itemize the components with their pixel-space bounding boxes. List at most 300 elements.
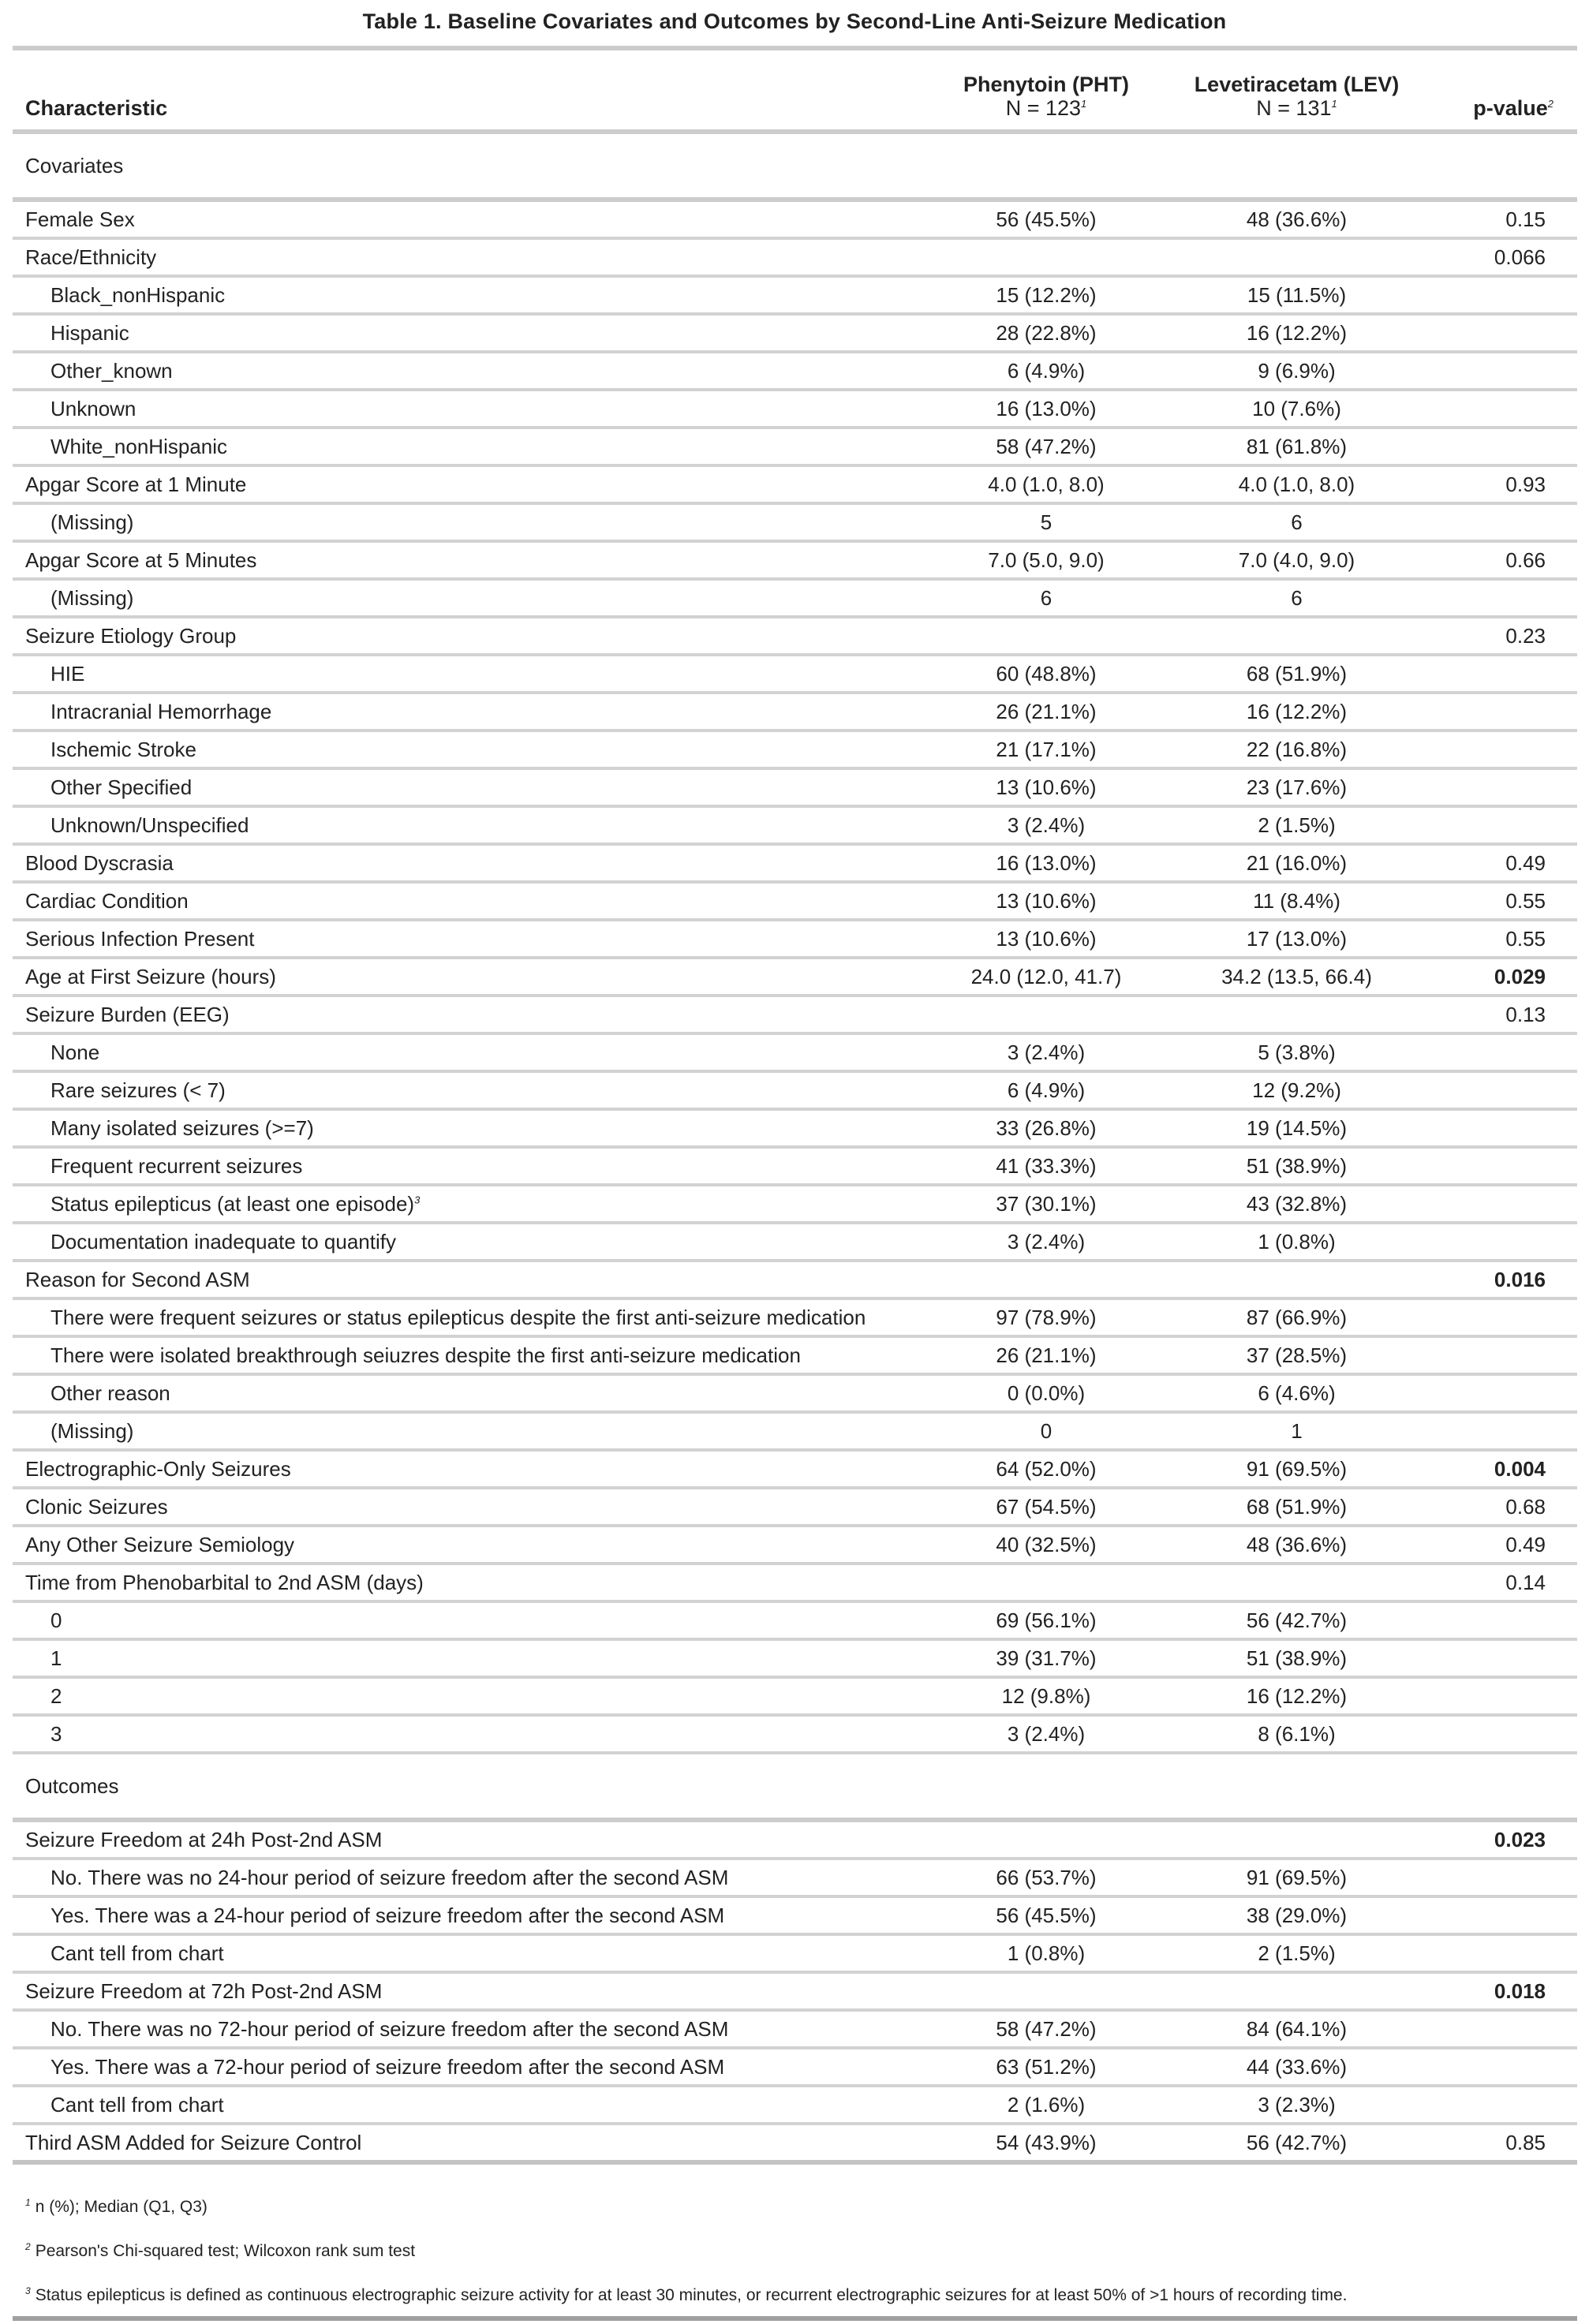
column-header-characteristic-label: Characteristic: [25, 96, 168, 120]
p-value: [1429, 806, 1577, 844]
row-label-text: Ischemic Stroke: [50, 738, 196, 761]
p-value: [1429, 1071, 1577, 1109]
bottom-rule: [13, 2316, 1577, 2321]
lev-value: 11 (8.4%): [1165, 882, 1429, 920]
table-row: [13, 2086, 1577, 2124]
pht-value: 39 (31.7%): [928, 1639, 1165, 1677]
pht-value: 7.0 (5.0, 9.0): [928, 541, 1165, 579]
table-row: [13, 693, 1577, 730]
pht-value: 66 (53.7%): [928, 1859, 1165, 1896]
lev-value: 48 (36.6%): [1165, 1526, 1429, 1564]
p-value: 0.023: [1429, 1820, 1577, 1859]
pht-name: Phenytoin (PHT): [963, 73, 1129, 96]
row-label-text: Cant tell from chart: [50, 1941, 224, 1965]
table-row: [13, 806, 1577, 844]
table-row: [13, 465, 1577, 503]
row-label-text: Seizure Etiology Group: [25, 624, 237, 648]
footnote-text: Status epilepticus is defined as continuous electrographic seizure activity for at least 30 minutes, or recurrent electrographic seizures for at least 50% of >1 hours of recording time.: [35, 2286, 1348, 2304]
p-value: [1429, 1715, 1577, 1753]
pht-value: 13 (10.6%): [928, 920, 1165, 958]
table-title: Table 1. Baseline Covariates and Outcomes by Second-Line Anti-Seizure Medication: [362, 9, 1227, 33]
table-body: [13, 132, 1577, 2162]
row-label-text: Blood Dyscrasia: [25, 851, 174, 875]
table-row: [13, 503, 1577, 541]
lev-value: 10 (7.6%): [1165, 390, 1429, 428]
row-label: [13, 465, 928, 503]
row-label-text: 1: [50, 1646, 62, 1670]
footnote-mark: 1: [25, 2197, 31, 2208]
row-label: [13, 1374, 928, 1412]
lev-value: 15 (11.5%): [1165, 276, 1429, 314]
lev-value: 81 (61.8%): [1165, 428, 1429, 465]
row-label: [13, 276, 928, 314]
p-value: [1429, 1859, 1577, 1896]
table-row: [13, 1488, 1577, 1526]
row-label-text: White_nonHispanic: [50, 435, 228, 458]
row-label-text: No. There was no 24-hour period of seizure freedom after the second ASM: [50, 1866, 729, 1889]
row-label-text: Seizure Freedom at 24h Post-2nd ASM: [25, 1828, 383, 1851]
p-value: [1429, 579, 1577, 617]
row-label: [13, 1071, 928, 1109]
pht-value: 40 (32.5%): [928, 1526, 1165, 1564]
pht-value: [928, 1972, 1165, 2010]
lev-value: 68 (51.9%): [1165, 655, 1429, 693]
row-label: [13, 730, 928, 768]
table-row: [13, 1223, 1577, 1261]
row-label: [13, 882, 928, 920]
pht-value: 0: [928, 1412, 1165, 1450]
pht-value: [928, 238, 1165, 276]
table-row: [13, 617, 1577, 655]
row-label: [13, 1412, 928, 1450]
table-row: [13, 1715, 1577, 1753]
row-label-text: Documentation inadequate to quantify: [50, 1230, 396, 1254]
section-row: [13, 1753, 1577, 1820]
table-row: [13, 1033, 1577, 1071]
table-row: [13, 1261, 1577, 1298]
p-value: 0.85: [1429, 2124, 1577, 2162]
table-row: [13, 920, 1577, 958]
pht-value: 2 (1.6%): [928, 2086, 1165, 2124]
row-label: [13, 920, 928, 958]
lev-value: 87 (66.9%): [1165, 1298, 1429, 1336]
row-label-text: Cardiac Condition: [25, 889, 189, 913]
p-value: [1429, 1223, 1577, 1261]
lev-value: 44 (33.6%): [1165, 2048, 1429, 2086]
footnote-mark: 1: [1331, 98, 1337, 110]
pht-n-label: N = 123: [1005, 96, 1082, 120]
row-label: [13, 996, 928, 1033]
section-label: Covariates: [13, 132, 1577, 200]
pht-value: 54 (43.9%): [928, 2124, 1165, 2162]
p-value: 0.49: [1429, 1526, 1577, 1564]
pht-value: 26 (21.1%): [928, 693, 1165, 730]
row-label: [13, 2086, 928, 2124]
p-value: [1429, 1336, 1577, 1374]
table-row: [13, 1412, 1577, 1450]
p-value: 0.66: [1429, 541, 1577, 579]
table-row: [13, 1185, 1577, 1223]
row-label: [13, 1896, 928, 1934]
row-label-text: Yes. There was a 24-hour period of seizure freedom after the second ASM: [50, 1904, 725, 1927]
row-label: [13, 1298, 928, 1336]
lev-value: [1165, 238, 1429, 276]
lev-value: 1 (0.8%): [1165, 1223, 1429, 1261]
p-value: 0.029: [1429, 958, 1577, 996]
lev-value: 8 (6.1%): [1165, 1715, 1429, 1753]
row-label: [13, 1033, 928, 1071]
lev-value: 2 (1.5%): [1165, 806, 1429, 844]
p-value: 0.13: [1429, 996, 1577, 1033]
p-value: [1429, 1677, 1577, 1715]
table-row: [13, 2124, 1577, 2162]
baseline-table: [13, 46, 1577, 2165]
pht-value: 12 (9.8%): [928, 1677, 1165, 1715]
row-label-text: 2: [50, 1684, 62, 1708]
p-value: [1429, 1601, 1577, 1639]
lev-n: [1165, 96, 1429, 120]
row-label-text: 0: [50, 1608, 62, 1632]
table-row: [13, 1859, 1577, 1896]
p-value: [1429, 693, 1577, 730]
lev-value: 16 (12.2%): [1165, 1677, 1429, 1715]
table-row: [13, 541, 1577, 579]
table-row: [13, 2010, 1577, 2048]
table-row: [13, 655, 1577, 693]
pht-value: 3 (2.4%): [928, 1715, 1165, 1753]
footnote-mark: 3: [25, 2285, 31, 2296]
pht-value: 0 (0.0%): [928, 1374, 1165, 1412]
row-label-text: Yes. There was a 72-hour period of seizure freedom after the second ASM: [50, 2055, 725, 2079]
row-label: [13, 617, 928, 655]
footnote: [25, 2229, 1572, 2274]
pvalue-label: p-value: [1473, 96, 1548, 120]
row-label: [13, 2124, 928, 2162]
row-label-text: Unknown: [50, 397, 136, 420]
footnote: [25, 2274, 1572, 2318]
lev-value: 84 (64.1%): [1165, 2010, 1429, 2048]
row-label-text: Race/Ethnicity: [25, 245, 157, 269]
pht-value: [928, 1820, 1165, 1859]
pht-value: 6 (4.9%): [928, 1071, 1165, 1109]
row-label: [13, 1820, 928, 1859]
pht-value: [928, 617, 1165, 655]
pht-value: 56 (45.5%): [928, 200, 1165, 238]
p-value: 0.15: [1429, 200, 1577, 238]
table-row: [13, 1934, 1577, 1972]
row-label: [13, 844, 928, 882]
pht-value: 60 (48.8%): [928, 655, 1165, 693]
table-row: [13, 390, 1577, 428]
table-row: [13, 1298, 1577, 1336]
lev-value: 51 (38.9%): [1165, 1639, 1429, 1677]
pht-value: 26 (21.1%): [928, 1336, 1165, 1374]
pht-value: 13 (10.6%): [928, 882, 1165, 920]
p-value: [1429, 276, 1577, 314]
pht-value: 28 (22.8%): [928, 314, 1165, 352]
pht-value: 13 (10.6%): [928, 768, 1165, 806]
footnotes: [25, 2185, 1572, 2318]
row-label: [13, 503, 928, 541]
lev-value: 48 (36.6%): [1165, 200, 1429, 238]
row-label-text: Apgar Score at 5 Minutes: [25, 548, 257, 572]
table-row: [13, 1601, 1577, 1639]
row-label: [13, 238, 928, 276]
row-label-text: None: [50, 1041, 100, 1064]
p-value: 0.018: [1429, 1972, 1577, 2010]
p-value: [1429, 314, 1577, 352]
table-row: [13, 1336, 1577, 1374]
row-label-text: Age at First Seizure (hours): [25, 965, 276, 988]
row-label-text: Other reason: [50, 1381, 170, 1405]
row-label: [13, 579, 928, 617]
row-label: [13, 1677, 928, 1715]
row-label: [13, 1972, 928, 2010]
row-label-text: Hispanic: [50, 321, 129, 345]
lev-value: [1165, 1261, 1429, 1298]
lev-value: 7.0 (4.0, 9.0): [1165, 541, 1429, 579]
row-label-text: Apgar Score at 1 Minute: [25, 473, 247, 496]
row-label-text: Cant tell from chart: [50, 2093, 224, 2117]
p-value: [1429, 768, 1577, 806]
row-label: [13, 428, 928, 465]
pht-value: [928, 1564, 1165, 1601]
table-row: [13, 882, 1577, 920]
table-row: [13, 276, 1577, 314]
lev-value: 6: [1165, 503, 1429, 541]
table-row: [13, 2048, 1577, 2086]
lev-value: 43 (32.8%): [1165, 1185, 1429, 1223]
table-row: [13, 844, 1577, 882]
pht-value: 58 (47.2%): [928, 428, 1165, 465]
p-value: [1429, 655, 1577, 693]
p-value: [1429, 352, 1577, 390]
lev-value: 22 (16.8%): [1165, 730, 1429, 768]
row-label: [13, 693, 928, 730]
row-label: [13, 1488, 928, 1526]
row-label: [13, 1715, 928, 1753]
pht-value: 3 (2.4%): [928, 806, 1165, 844]
pht-value: 16 (13.0%): [928, 390, 1165, 428]
table-row: [13, 768, 1577, 806]
pht-value: [928, 1261, 1165, 1298]
p-value: 0.23: [1429, 617, 1577, 655]
p-value: [1429, 2086, 1577, 2124]
lev-value: 17 (13.0%): [1165, 920, 1429, 958]
lev-value: [1165, 996, 1429, 1033]
table-row: [13, 1972, 1577, 2010]
pht-value: [928, 996, 1165, 1033]
row-label: [13, 314, 928, 352]
footnote-mark: 2: [25, 2241, 31, 2252]
row-label-text: Other Specified: [50, 775, 193, 799]
lev-value: 56 (42.7%): [1165, 2124, 1429, 2162]
row-label-text: Female Sex: [25, 207, 135, 231]
table-row: [13, 1564, 1577, 1601]
column-header-pvalue: [1429, 48, 1577, 132]
row-label-text: There were isolated breakthrough seiuzres despite the first anti-seizure medication: [50, 1343, 801, 1367]
table-row: [13, 1374, 1577, 1412]
pht-value: 5: [928, 503, 1165, 541]
table-row: [13, 428, 1577, 465]
row-label: [13, 1147, 928, 1185]
lev-value: 6 (4.6%): [1165, 1374, 1429, 1412]
p-value: [1429, 1033, 1577, 1071]
lev-value: 34.2 (13.5, 66.4): [1165, 958, 1429, 996]
table-row: [13, 730, 1577, 768]
lev-value: 3 (2.3%): [1165, 2086, 1429, 2124]
row-label-text: There were frequent seizures or status epilepticus despite the first anti-seizure medication: [50, 1306, 866, 1329]
section-label: Outcomes: [13, 1753, 1577, 1820]
pht-value: 69 (56.1%): [928, 1601, 1165, 1639]
table-row: [13, 1820, 1577, 1859]
row-label-text: Time from Phenobarbital to 2nd ASM (days): [25, 1571, 424, 1594]
row-label: [13, 1261, 928, 1298]
pht-value: 6: [928, 579, 1165, 617]
pht-value: 64 (52.0%): [928, 1450, 1165, 1488]
p-value: [1429, 1896, 1577, 1934]
column-header-lev: [1165, 48, 1429, 132]
footnote: [25, 2185, 1572, 2229]
table-row: [13, 1639, 1577, 1677]
footnote-text: Pearson's Chi-squared test; Wilcoxon rank sum test: [35, 2242, 416, 2260]
row-label: [13, 1639, 928, 1677]
row-label-text: Black_nonHispanic: [50, 283, 226, 307]
table-row: [13, 1896, 1577, 1934]
row-label-text: Other_known: [50, 359, 173, 383]
pht-value: 16 (13.0%): [928, 844, 1165, 882]
lev-value: [1165, 1972, 1429, 2010]
lev-value: 56 (42.7%): [1165, 1601, 1429, 1639]
p-value: [1429, 1374, 1577, 1412]
row-label: [13, 1934, 928, 1972]
pht-value: 56 (45.5%): [928, 1896, 1165, 1934]
lev-value: 37 (28.5%): [1165, 1336, 1429, 1374]
lev-value: 1: [1165, 1412, 1429, 1450]
lev-value: 68 (51.9%): [1165, 1488, 1429, 1526]
column-header-characteristic: [13, 48, 928, 132]
footnote-mark: 1: [1081, 98, 1087, 110]
lev-value: 38 (29.0%): [1165, 1896, 1429, 1934]
p-value: 0.49: [1429, 844, 1577, 882]
lev-value: 2 (1.5%): [1165, 1934, 1429, 1972]
pht-value: 6 (4.9%): [928, 352, 1165, 390]
table-row: [13, 1526, 1577, 1564]
row-label-text: Third ASM Added for Seizure Control: [25, 2131, 362, 2154]
p-value: [1429, 1298, 1577, 1336]
footnote-text: n (%); Median (Q1, Q3): [35, 2198, 208, 2216]
row-label: [13, 655, 928, 693]
row-label-text: (Missing): [50, 510, 134, 534]
lev-value: [1165, 1564, 1429, 1601]
table-row: [13, 1071, 1577, 1109]
row-label: [13, 1223, 928, 1261]
row-label: [13, 1336, 928, 1374]
pht-value: 41 (33.3%): [928, 1147, 1165, 1185]
row-label-text: (Missing): [50, 586, 134, 610]
table-row: [13, 1109, 1577, 1147]
lev-value: 12 (9.2%): [1165, 1071, 1429, 1109]
row-label-text: Serious Infection Present: [25, 927, 255, 951]
lev-value: 9 (6.9%): [1165, 352, 1429, 390]
pht-n: [928, 96, 1165, 120]
row-label: [13, 1526, 928, 1564]
p-value: [1429, 503, 1577, 541]
row-label-text: Frequent recurrent seizures: [50, 1154, 303, 1178]
p-value: [1429, 1109, 1577, 1147]
p-value: 0.066: [1429, 238, 1577, 276]
row-label: [13, 2010, 928, 2048]
row-label-text: Rare seizures (< 7): [50, 1078, 226, 1102]
p-value: [1429, 390, 1577, 428]
table-row: [13, 996, 1577, 1033]
pht-value: 37 (30.1%): [928, 1185, 1165, 1223]
p-value: 0.14: [1429, 1564, 1577, 1601]
pht-value: 63 (51.2%): [928, 2048, 1165, 2086]
table-row: [13, 1450, 1577, 1488]
lev-value: 91 (69.5%): [1165, 1450, 1429, 1488]
row-label: [13, 1564, 928, 1601]
row-label-text: Any Other Seizure Semiology: [25, 1533, 295, 1556]
row-label-text: 3: [50, 1722, 62, 1746]
pht-value: 24.0 (12.0, 41.7): [928, 958, 1165, 996]
p-value: [1429, 2048, 1577, 2086]
row-label-text: Unknown/Unspecified: [50, 813, 249, 837]
lev-value: 4.0 (1.0, 8.0): [1165, 465, 1429, 503]
pht-value: 21 (17.1%): [928, 730, 1165, 768]
table-row: [13, 579, 1577, 617]
p-value: 0.016: [1429, 1261, 1577, 1298]
row-label: [13, 1859, 928, 1896]
table-row: [13, 1677, 1577, 1715]
row-label: [13, 352, 928, 390]
p-value: 0.68: [1429, 1488, 1577, 1526]
table-row: [13, 200, 1577, 238]
row-label: [13, 806, 928, 844]
row-label: [13, 1185, 928, 1223]
lev-value: [1165, 617, 1429, 655]
row-label: [13, 541, 928, 579]
row-label-text: Status epilepticus (at least one episode): [50, 1192, 415, 1216]
p-value: 0.55: [1429, 882, 1577, 920]
lev-value: 5 (3.8%): [1165, 1033, 1429, 1071]
lev-value: 19 (14.5%): [1165, 1109, 1429, 1147]
pht-value: 3 (2.4%): [928, 1033, 1165, 1071]
pht-value: 15 (12.2%): [928, 276, 1165, 314]
lev-value: 16 (12.2%): [1165, 693, 1429, 730]
pht-value: 58 (47.2%): [928, 2010, 1165, 2048]
lev-value: 91 (69.5%): [1165, 1859, 1429, 1896]
row-label: [13, 1450, 928, 1488]
lev-value: 23 (17.6%): [1165, 768, 1429, 806]
row-label: [13, 200, 928, 238]
row-label: [13, 1601, 928, 1639]
row-label-text: (Missing): [50, 1419, 134, 1443]
lev-value: 51 (38.9%): [1165, 1147, 1429, 1185]
footnote-mark: 3: [414, 1194, 421, 1206]
pht-value: 33 (26.8%): [928, 1109, 1165, 1147]
row-label-text: Clonic Seizures: [25, 1495, 168, 1519]
pht-value: 1 (0.8%): [928, 1934, 1165, 1972]
row-label-text: Intracranial Hemorrhage: [50, 700, 272, 723]
table-row: [13, 1147, 1577, 1185]
p-value: [1429, 730, 1577, 768]
table-row: [13, 238, 1577, 276]
row-label-text: Many isolated seizures (>=7): [50, 1116, 314, 1140]
p-value: [1429, 1185, 1577, 1223]
lev-value: [1165, 1820, 1429, 1859]
row-label-text: Reason for Second ASM: [25, 1268, 250, 1291]
